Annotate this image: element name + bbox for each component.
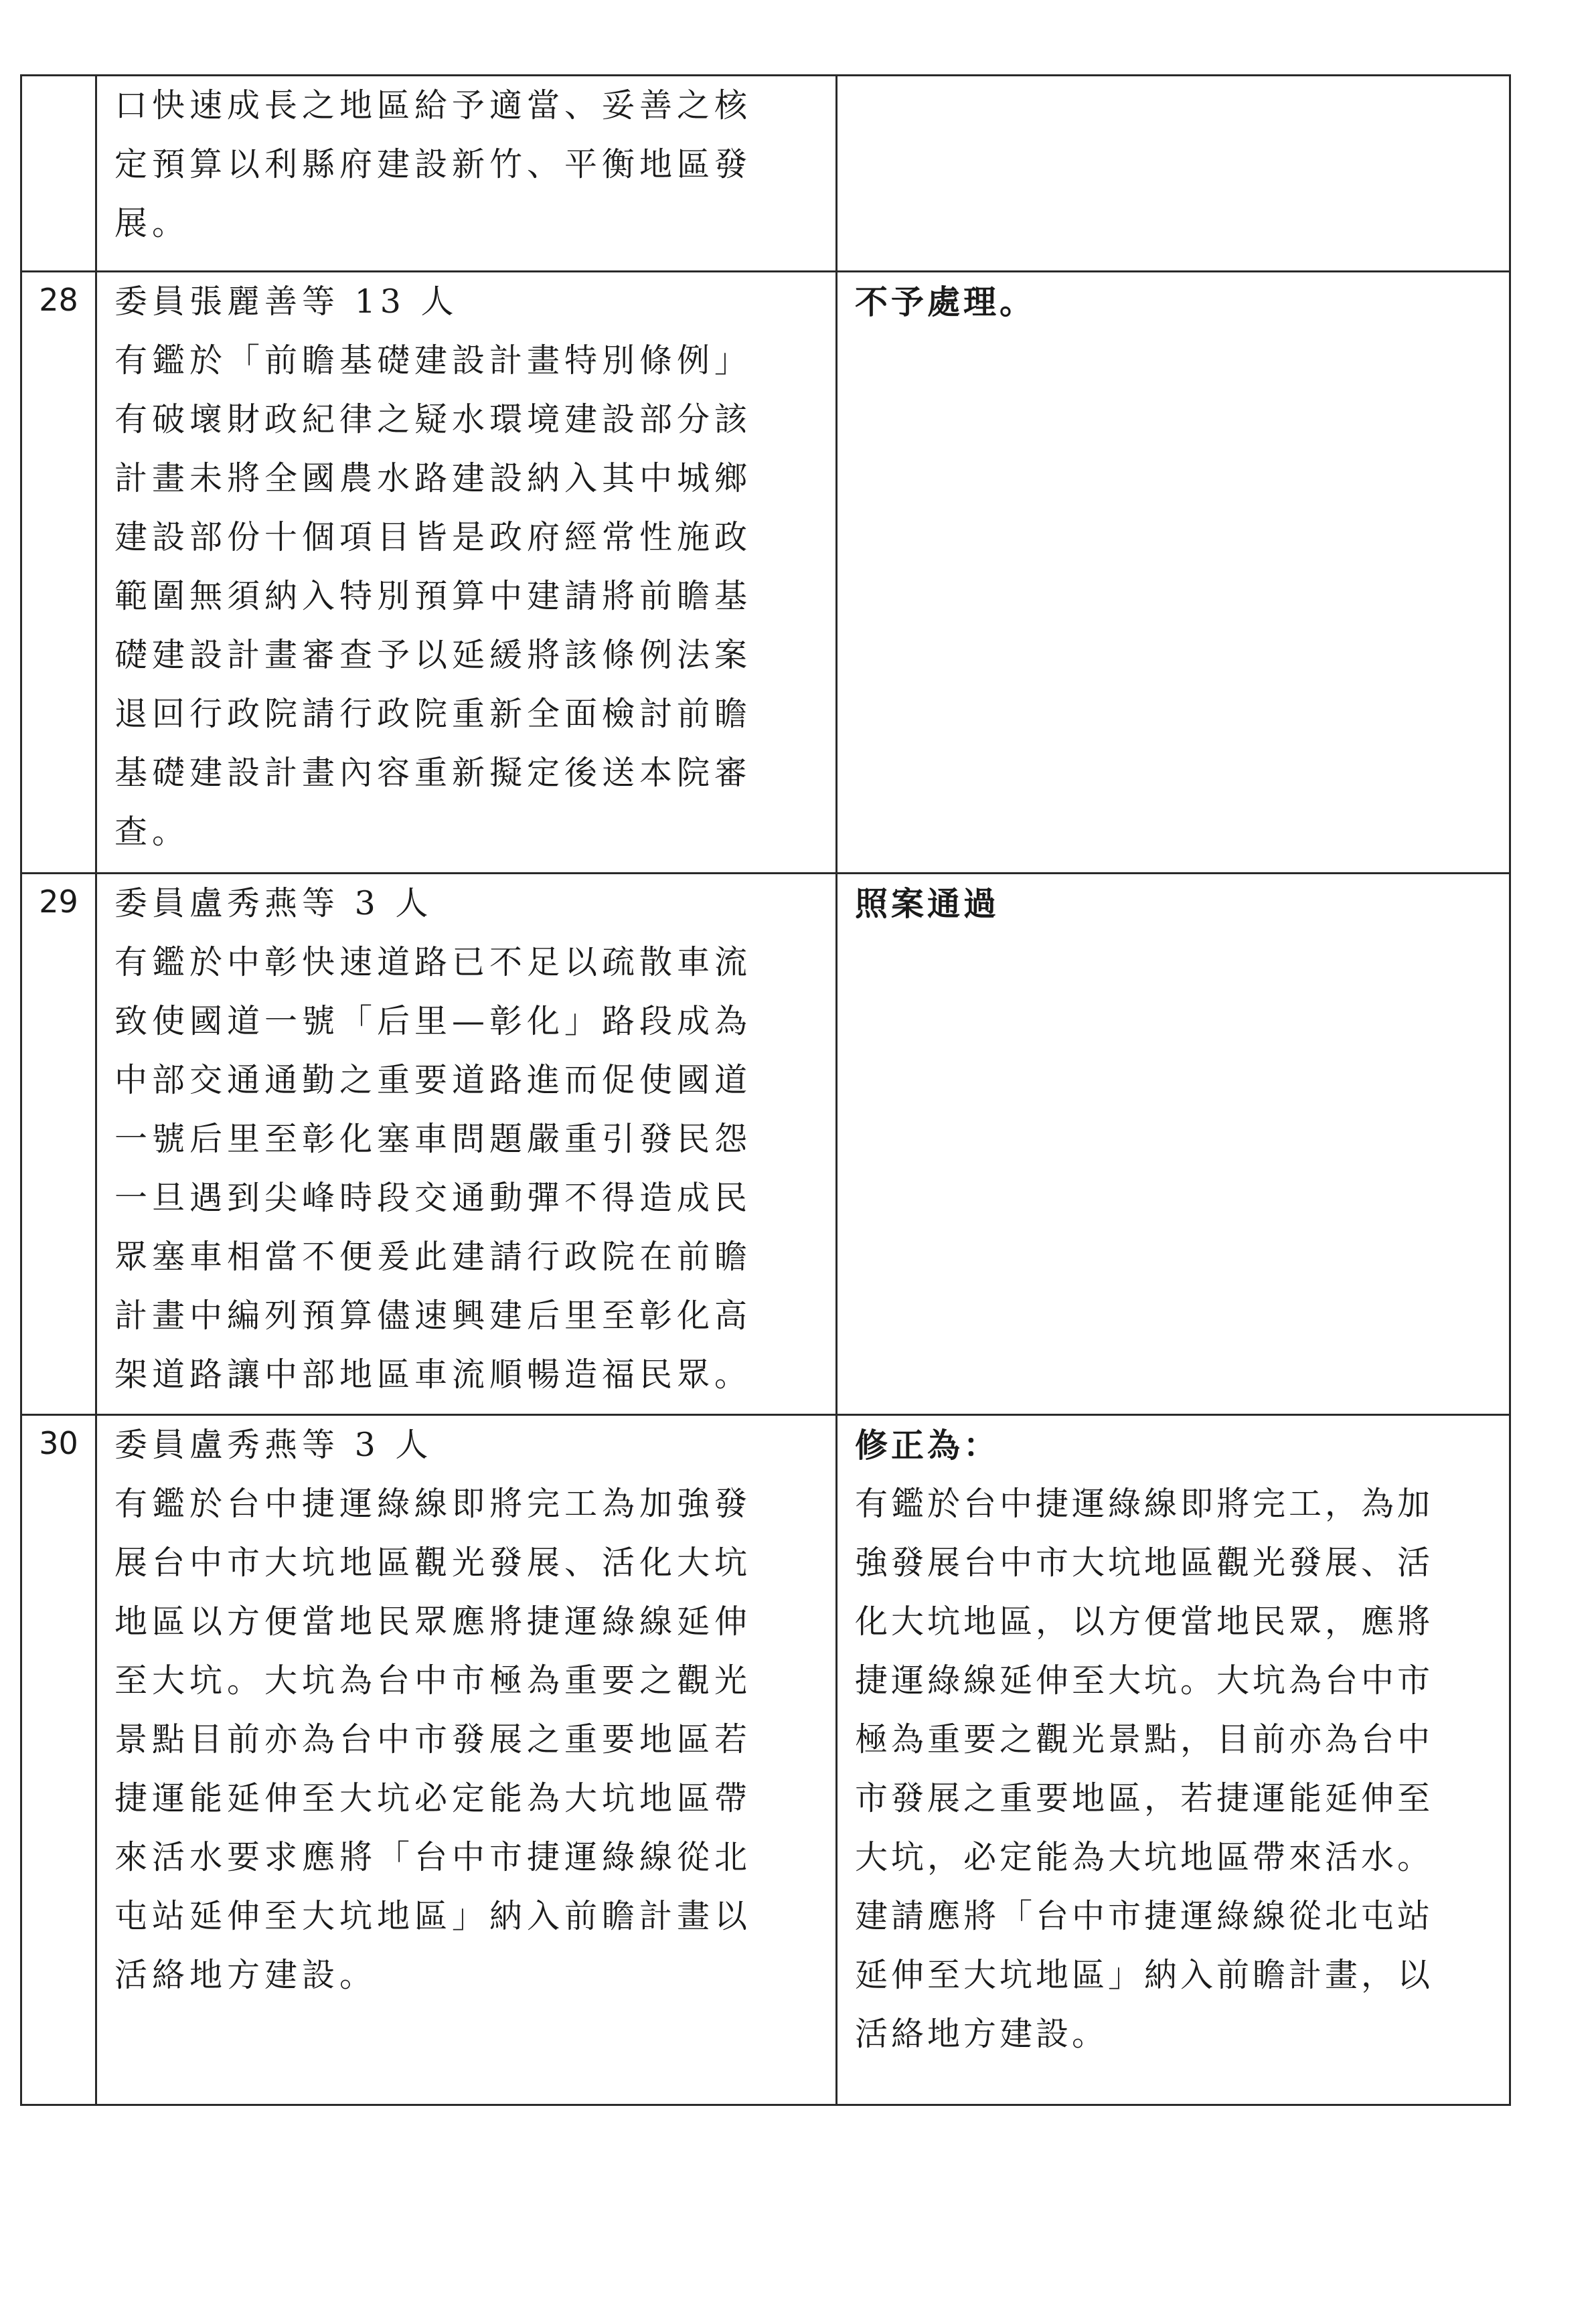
- proposal-cell: [96, 76, 837, 272]
- resolution-cell: [837, 1415, 1510, 2105]
- proposal-line: 有破壞財政紀律之疑水環境建設部分該: [114, 400, 752, 438]
- proposer-line: 委員盧秀燕等 3 人: [114, 1426, 433, 1464]
- resolution-line: 極為重要之觀光景點，目前亦為台中: [855, 1720, 1434, 1758]
- proposal-line: 有鑑於台中捷運綠線即將完工為加強發: [114, 1485, 752, 1523]
- row-number: 30: [21, 1415, 96, 2105]
- proposal-line: 展台中市大坑地區觀光發展、活化大坑: [114, 1544, 752, 1582]
- resolution-line: 強發展台中市大坑地區觀光發展、活: [855, 1544, 1434, 1582]
- resolution-decision: 修正為：: [855, 1426, 1000, 1465]
- resolution-cell: [837, 76, 1510, 272]
- proposal-cell: [96, 1415, 837, 2105]
- proposal-line: 查。: [114, 813, 190, 851]
- proposal-line: 捷運能延伸至大坑必定能為大坑地區帶: [114, 1779, 752, 1817]
- proposal-line: 有鑑於「前瞻基礎建設計畫特別條例」: [114, 341, 752, 380]
- proposal-line: 基礎建設計畫內容重新擬定後送本院審: [114, 754, 752, 792]
- resolution-line: 化大坑地區，以方便當地民眾，應將: [855, 1603, 1434, 1641]
- proposer-line: 委員張麗善等 13 人: [114, 282, 459, 321]
- proposal-line: 致使國道一號「后里—彰化」路段成為: [114, 1002, 752, 1040]
- resolution-table: [20, 74, 1511, 2106]
- proposal-line: 地區以方便當地民眾應將捷運綠線延伸: [114, 1603, 752, 1641]
- proposal-line: 建設部份十個項目皆是政府經常性施政: [114, 518, 752, 556]
- proposal-line: 眾塞車相當不便爰此建請行政院在前瞻: [114, 1238, 752, 1276]
- proposal-line: 架道路讓中部地區車流順暢造福民眾。: [114, 1356, 752, 1394]
- proposal-line: 計畫中編列預算儘速興建后里至彰化高: [114, 1297, 752, 1335]
- proposal-line: 中部交通通勤之重要道路進而促使國道: [114, 1061, 752, 1099]
- table-row: [21, 272, 1510, 874]
- proposal-line: 礎建設計畫審查予以延緩將該條例法案: [114, 636, 752, 674]
- row-number: 29: [21, 874, 96, 1415]
- resolution-line: 捷運綠線延伸至大坑。大坑為台中市: [855, 1661, 1434, 1700]
- resolution-line: 市發展之重要地區，若捷運能延伸至: [855, 1779, 1434, 1817]
- proposal-line: 口快速成長之地區給予適當、妥善之核: [114, 86, 752, 125]
- resolution-line: 活絡地方建設。: [855, 2015, 1109, 2053]
- proposer-line: 委員盧秀燕等 3 人: [114, 884, 433, 922]
- table-row: [21, 76, 1510, 272]
- proposal-line: 一號后里至彰化塞車問題嚴重引發民怨: [114, 1120, 752, 1158]
- resolution-cell: [837, 272, 1510, 874]
- row-number: [21, 76, 96, 272]
- resolution-decision: 不予處理。: [855, 282, 1036, 321]
- proposal-line: 來活水要求應將「台中市捷運綠線從北: [114, 1838, 752, 1876]
- table-row: [21, 1415, 1510, 2105]
- proposal-line: 至大坑。大坑為台中市極為重要之觀光: [114, 1661, 752, 1700]
- resolution-line: 延伸至大坑地區」納入前瞻計畫，以: [855, 1956, 1434, 1994]
- proposal-line: 計畫未將全國農水路建設納入其中城鄉: [114, 459, 752, 497]
- proposal-line: 一旦遇到尖峰時段交通動彈不得造成民: [114, 1179, 752, 1217]
- proposal-line: 景點目前亦為台中市發展之重要地區若: [114, 1720, 752, 1758]
- proposal-line: 退回行政院請行政院重新全面檢討前瞻: [114, 695, 752, 733]
- proposal-line: 展。: [114, 204, 190, 242]
- proposal-line: 屯站延伸至大坑地區」納入前瞻計畫以: [114, 1897, 752, 1935]
- proposal-line: 範圍無須納入特別預算中建請將前瞻基: [114, 577, 752, 615]
- resolution-decision: 照案通過: [855, 884, 1000, 923]
- resolution-line: 大坑，必定能為大坑地區帶來活水。: [855, 1838, 1434, 1876]
- proposal-line: 活絡地方建設。: [114, 1956, 378, 1994]
- row-number: 28: [21, 272, 96, 874]
- table-row: [21, 874, 1510, 1415]
- resolution-cell: [837, 874, 1510, 1415]
- proposal-line: 定預算以利縣府建設新竹、平衡地區發: [114, 145, 752, 183]
- resolution-line: 有鑑於台中捷運綠線即將完工，為加: [855, 1485, 1434, 1523]
- resolution-line: 建請應將「台中市捷運綠線從北屯站: [855, 1897, 1434, 1935]
- proposal-cell: [96, 874, 837, 1415]
- proposal-line: 有鑑於中彰快速道路已不足以疏散車流: [114, 943, 752, 981]
- proposal-cell: [96, 272, 837, 874]
